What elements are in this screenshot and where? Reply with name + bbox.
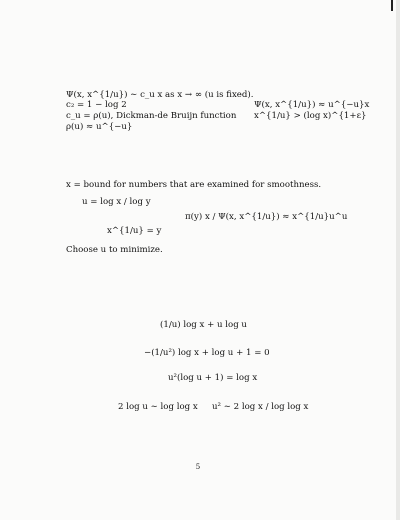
equation-4-right: u² ∼ 2 log x / log log x (212, 402, 309, 412)
equation-3: u²(log u + 1) = log x (168, 373, 258, 383)
psi-asymptotic-line: Ψ(x, x^{1/u}) ∼ c_u x as x → ∞ (u is fixed). (66, 90, 254, 100)
page-edge-mark (391, 0, 393, 11)
equation-2: −(1/u²) log x + log u + 1 = 0 (144, 348, 270, 358)
u-definition: u = log x / log y (82, 197, 151, 207)
choose-u-text: Choose u to minimize. (66, 245, 163, 255)
page-number: 5 (195, 463, 201, 471)
x-bound-definition: x = bound for numbers that are examined for smoothness. (66, 180, 322, 190)
y-definition: x^{1/u} = y (107, 226, 162, 236)
psi-approximation-right: Ψ(x, x^{1/u}) ≈ u^{−u}x (254, 100, 370, 110)
rho-approximation: ρ(u) ≈ u^{−u} (66, 122, 133, 132)
cu-definition: c_u = ρ(u), Dickman-de Bruijn function (66, 111, 237, 121)
equation-1: (1/u) log x + u log u (160, 320, 247, 330)
c2-definition: c₂ = 1 − log 2 (66, 100, 127, 110)
pi-ratio-formula: π(y) x / Ψ(x, x^{1/u}) ≈ x^{1/u}u^u (185, 212, 348, 222)
equation-4-left: 2 log u ∼ log log x (118, 402, 198, 412)
smoothness-condition: x^{1/u} > (log x)^{1+ε} (254, 111, 367, 121)
